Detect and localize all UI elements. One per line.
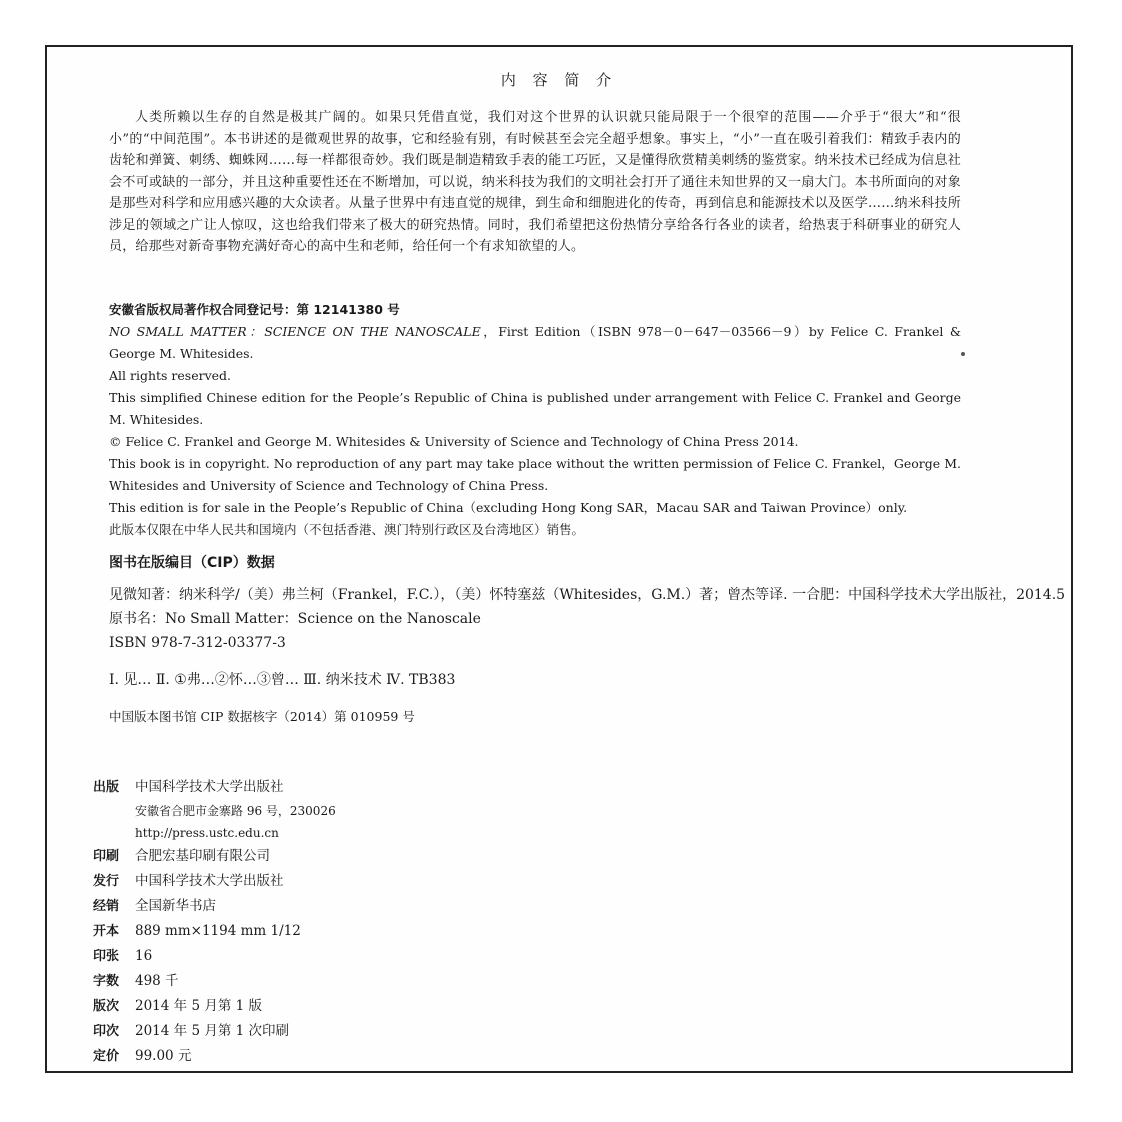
- pub-row-edition: 版次 2014 年 5 月第 1 版: [93, 998, 262, 1014]
- summary-text: 人类所赖以生存的自然是极其广阔的。如果只凭借直觉，我们对这个世界的认识就只能局限于一个很窄的范围——介乎于“很大”和“很小”的“中间范围”。本书讲述的是微观世界的故事，它和经验有别，有时候甚至会完全超乎想象。事实上，“小”一直在吸引着我们：精致手表内的齿轮和弹簧、刺绣、蜘蛛网……每一样都很奇妙。我们既是制造精致手表的能工巧匠，又是懂得欣赏精美刺绣的鉴赏家。纳米技术已经成为信息社会不可或缺的一部分，并且这种重要性还在不断增加，可以说，纳米科技为我们的文明社会打开了通往未知世界的又一扇大门。本书所面向的对象是那些对科学和应用感兴趣的大众读者。从量子世界中有违直觉的规律，到生命和细胞进化的传奇，再到信息和能源技术以及医学……纳米科技所涉足的领域之广让人惊叹，这也给我们带来了极大的研究热情。同时，我们希望把这份热情分享给各行各业的读者，给热衷于科研事业的研究人员，给那些对新奇事物充满好奇心的高中生和老师，给任何一个有求知欲望的人。: [109, 110, 961, 254]
- publisher-url: http://press.ustc.edu.cn: [135, 826, 279, 840]
- pub-row-price: 定价 99.00 元: [93, 1048, 192, 1064]
- original-edition: ，First Edition（ISBN 978－0－647－03566－9）by Felice C. Frankel & George M. Whitesides.: [109, 324, 961, 361]
- copyright-line: © Felice C. Frankel and George M. Whitesides & University of Science and Technology of China Press 2014.: [109, 434, 799, 449]
- cip-line-isbn: ISBN 978-7-312-03377-3: [109, 635, 286, 651]
- pub-row-sheets: 印张 16: [93, 948, 153, 964]
- rights-block: [109, 299, 961, 541]
- original-title-line: [109, 321, 961, 365]
- summary-heading: 内 容 简 介: [500, 71, 618, 89]
- page-frame: [45, 45, 1073, 1073]
- pub-row-issuer: 发行 中国科学技术大学出版社: [93, 873, 284, 889]
- cip-number: 中国版本图书馆 CIP 数据核字（2014）第 010959 号: [109, 709, 415, 724]
- speck-mark: [961, 352, 965, 356]
- pub-row-printing: 印次 2014 年 5 月第 1 次印刷: [93, 1023, 289, 1039]
- cip-line-authors: 见微知著：纳米科学/（美）弗兰柯（Frankel，F.C.），（美）怀特塞兹（Whitesides，G.M.）著；曾杰等译. 一合肥：中国科学技术大学出版社，2014.5: [109, 587, 1066, 603]
- pub-row-format: 开本 889 mm×1194 mm 1/12: [93, 923, 301, 939]
- cip-classification: Ⅰ. 见… Ⅱ. ①弗…②怀…③曾… Ⅲ. 纳米技术 Ⅳ. TB383: [109, 672, 456, 688]
- no-reproduction-note: This book is in copyright. No reproduction of any part may take place without the written permission of Felice C. Frankel，George M. Whitesides and University of Science and Technology of China Press.: [109, 456, 961, 493]
- cip-line-original-title: 原书名：No Small Matter：Science on the Nanoscale: [109, 611, 481, 627]
- cip-title: 图书在版编目（CIP）数据: [109, 555, 275, 571]
- original-title: NO SMALL MATTER：SCIENCE ON THE NANOSCALE: [109, 324, 481, 339]
- pub-row-printer: 印刷 合肥宏基印刷有限公司: [93, 848, 270, 864]
- sale-region-zh: 此版本仅限在中华人民共和国境内（不包括香港、澳门特别行政区及台湾地区）销售。: [109, 522, 585, 537]
- sale-region-en: This edition is for sale in the People’s Republic of China（excluding Hong Kong SAR，Macau SAR and Taiwan Province）only.: [109, 500, 908, 515]
- pub-row-words: 字数 498 千: [93, 973, 179, 989]
- cip-record: [109, 583, 1066, 655]
- rights-reserved: All rights reserved.: [109, 368, 232, 383]
- publication-info: [93, 775, 336, 1069]
- simplified-edition-note: This simplified Chinese edition for the People’s Republic of China is published under arrangement with Felice C. Frankel and George M. Whitesides.: [109, 390, 961, 427]
- pub-row-seller: 经销 全国新华书店: [93, 898, 216, 914]
- pub-row-publisher: 出版 中国科学技术大学出版社: [93, 779, 284, 795]
- contract-number: 安徽省版权局著作权合同登记号：第 12141380 号: [109, 302, 400, 317]
- publisher-address: 安徽省合肥市金寨路 96 号，230026: [135, 804, 336, 818]
